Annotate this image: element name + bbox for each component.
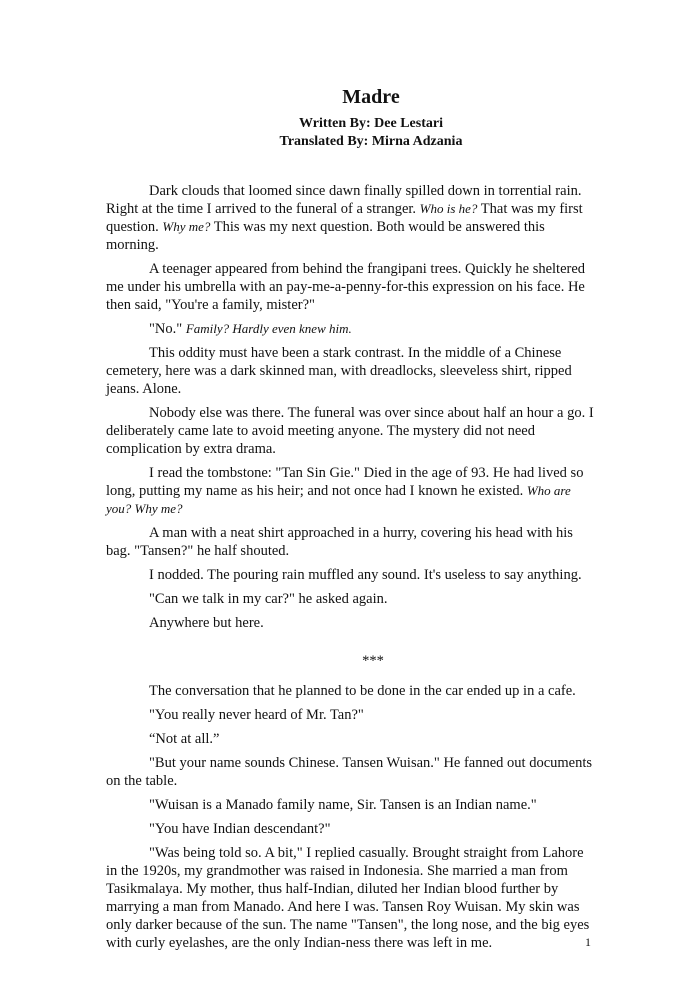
paragraph-9: "Can we talk in my car?" he asked again. [149, 591, 388, 607]
page-number: 1 [585, 935, 591, 949]
paragraph-15: "Wuisan is a Manado family name, Sir. Tansen is an Indian name." [149, 797, 537, 813]
paragraph-10: Anywhere but here. [149, 615, 264, 631]
author-line: Written By: Dee Lestari [299, 116, 443, 131]
paragraph-2: A teenager appeared from behind the frangipani trees. Quickly he sheltered me under his umbrella with an pay-me-a-penny-for-this expression on his face. He then said, "You're a family, mister?" [106, 261, 586, 313]
paragraph-12: "You really never heard of Mr. Tan?" [149, 707, 364, 723]
section-separator: *** [362, 653, 384, 669]
paragraph-13: “Not at all.” [149, 731, 220, 747]
translator-line: Translated By: Mirna Adzania [279, 134, 463, 149]
paragraph-1: Dark clouds that loomed since dawn finally spilled down in torrential rain. Right at the time I arrived to the funeral of a stranger. Who is he? That was my first question. Why me? This was my next question. Both would be answered this morning. [106, 183, 583, 253]
paragraph-14: "But your name sounds Chinese. Tansen Wuisan." He fanned out documents on the table. [106, 755, 593, 789]
paragraph-17: "Was being told so. A bit," I replied casually. Brought straight from Lahore in the 1920s, my grandmother was raised in Indonesia. She married a man from Tasikmalaya. My mother, thus half-Indian, diluted her Indian blood further by marrying a man from Manado. And here I was. Tansen Roy Wuisan. My skin was only darker because of the sun. The name "Tansen", the long nose, and the big eyes with curly eyelashes, are the only Indian-ness there was left in me. [106, 845, 590, 951]
paragraph-7: A man with a neat shirt approached in a hurry, covering his head with his bag. "Tansen?" he half shouted. [106, 525, 573, 559]
paragraph-3: "No." Family? Hardly even knew him. [149, 321, 352, 337]
paragraph-11: The conversation that he planned to be done in the car ended up in a cafe. [149, 683, 576, 699]
paragraph-8: I nodded. The pouring rain muffled any sound. It's useless to say anything. [149, 567, 582, 583]
document-title: Madre [342, 86, 400, 108]
paragraph-4: This oddity must have been a stark contrast. In the middle of a Chinese cemetery, here was a dark skinned man, with dreadlocks, sleeveless shirt, ripped jeans. Alone. [106, 345, 572, 397]
paragraph-5: Nobody else was there. The funeral was over since about half an hour a go. I deliberately came late to avoid meeting anyone. The mystery did not need complication by extra drama. [106, 405, 594, 457]
paragraph-16: "You have Indian descendant?" [149, 821, 331, 837]
paragraph-6: I read the tombstone: "Tan Sin Gie." Died in the age of 93. He had lived so long, putting my name as his heir; and not once had I known he existed. Who are you? Why me? [106, 465, 584, 516]
document-body [106, 182, 594, 958]
